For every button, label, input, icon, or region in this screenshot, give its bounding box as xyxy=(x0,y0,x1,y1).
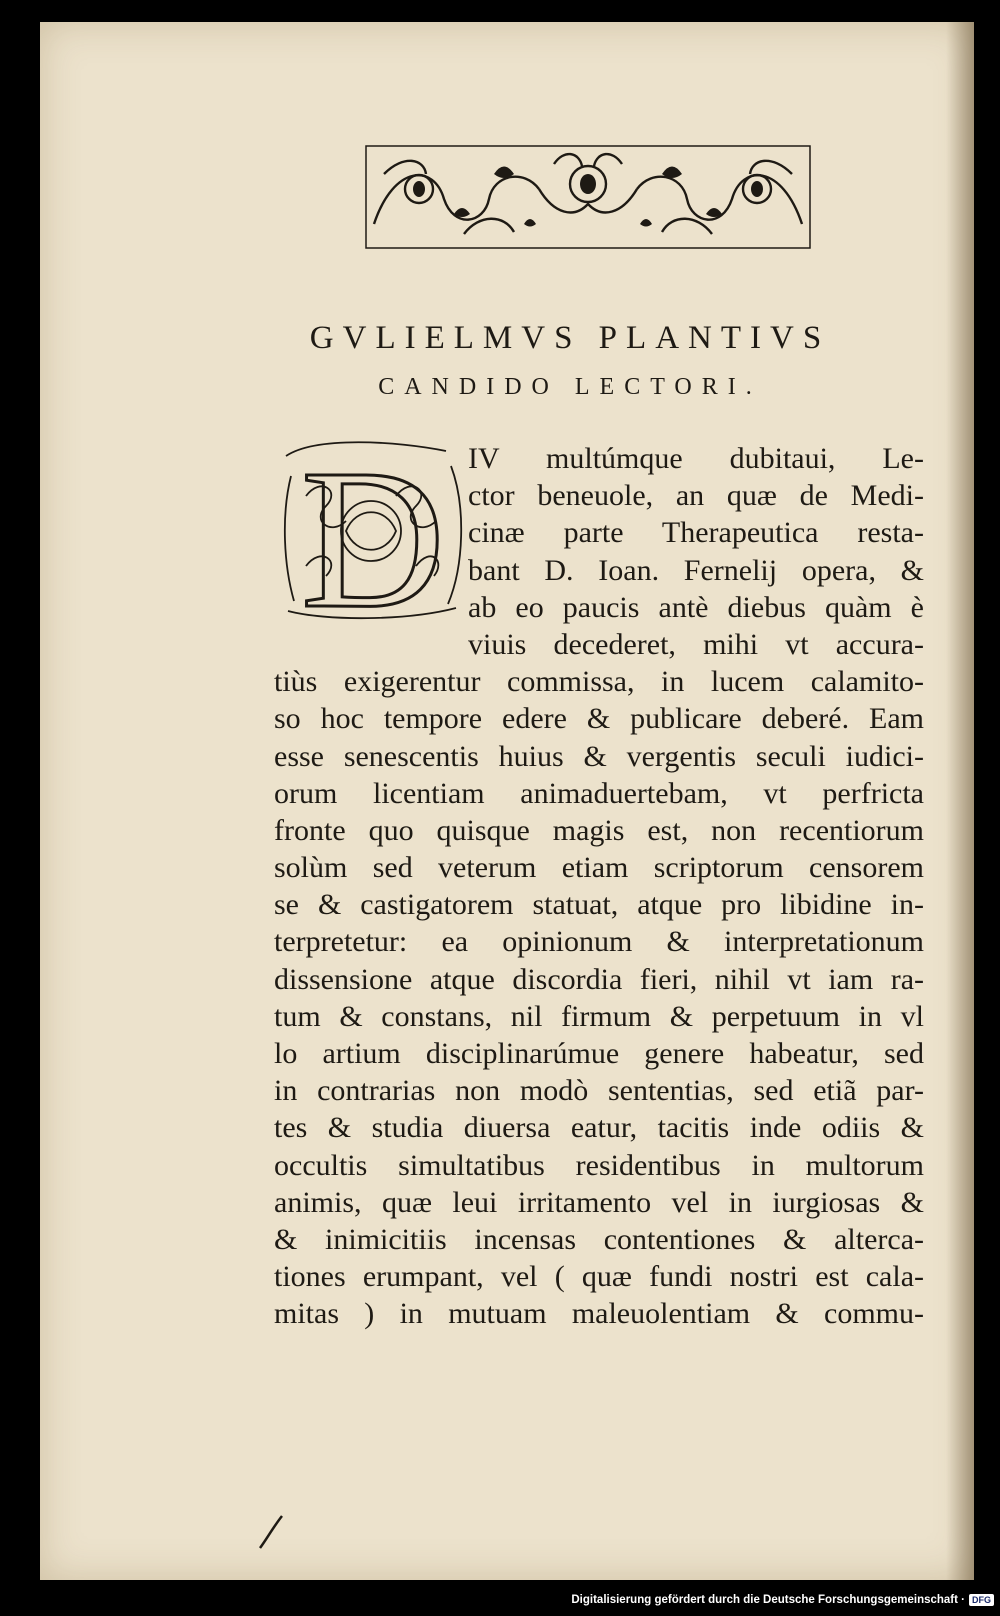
text-line: & inimicitiis incensas contentiones & alterca- xyxy=(274,1222,924,1256)
page-title: GVLIELMVS PLANTIVS xyxy=(309,320,831,356)
text-line: ab eo paucis antè diebus quàm è xyxy=(468,590,924,624)
text-line: cinæ parte Therapeutica resta- xyxy=(468,516,924,550)
footer-text: Digitalisierung gefördert durch die Deutsche Forschungsgemeinschaft · xyxy=(571,1594,965,1606)
text-line: bant D. Ioan. Fernelij opera, & xyxy=(468,553,924,587)
text-line: terpretetur: ea opinionum & interpretationum xyxy=(274,925,924,959)
text-line: fronte quo quisque magis est, non recentiorum xyxy=(274,813,924,847)
page-edge-shadow xyxy=(946,22,974,1580)
text-line: tiùs exigerentur commissa, in lucem calamito- xyxy=(274,665,924,699)
text-line: ctor beneuole, an quæ de Medi- xyxy=(468,479,924,513)
preface-text xyxy=(274,440,924,1333)
text-line: solùm sed veterum etiam scriptorum censorem xyxy=(274,851,924,885)
text-line: viuis decederet, mihi vt accura- xyxy=(468,627,924,661)
text-line: animis, quæ leui irritamento vel in iurgiosas & xyxy=(274,1185,924,1219)
dfg-logo: DFG xyxy=(969,1594,994,1606)
text-line: in contrarias non modò sententias, sed etiã par- xyxy=(274,1074,924,1108)
text-line: se & castigatorem statuat, atque pro libidine in- xyxy=(274,888,924,922)
text-line: so hoc tempore edere & publicare deberé. Eam xyxy=(274,702,924,736)
initial-letter-glyph: D xyxy=(300,436,446,626)
page-subtitle: CANDIDO LECTORI. xyxy=(378,374,762,400)
text-line: mitas ) in mutuam maleuolentiam & commu- xyxy=(274,1297,924,1331)
text-line: esse senescentis huius & vergentis seculi iudici- xyxy=(274,739,924,773)
ink-stroke-mark xyxy=(256,1512,286,1552)
ornamental-headpiece xyxy=(364,144,812,250)
digitization-footer xyxy=(571,1586,994,1614)
text-line: lo artium disciplinarúmue genere habeatur, sed xyxy=(274,1037,924,1070)
text-line: tiones erumpant, vel ( quæ fundi nostri est cala- xyxy=(274,1260,924,1294)
text-line: dissensione atque discordia fieri, nihil vt iam ra- xyxy=(274,962,924,996)
text-line: orum licentiam animaduertebam, vt perfricta xyxy=(274,776,924,810)
text-line: occultis simultatibus residentibus in multorum xyxy=(274,1148,924,1182)
text-line: IV multúmque dubitaui, Le- xyxy=(468,442,924,475)
text-line: tes & studia diuersa eatur, tacitis inde odiis & xyxy=(274,1111,924,1145)
text-line: tum & constans, nil firmum & perpetuum in vl xyxy=(274,999,924,1033)
book-page xyxy=(40,22,974,1580)
